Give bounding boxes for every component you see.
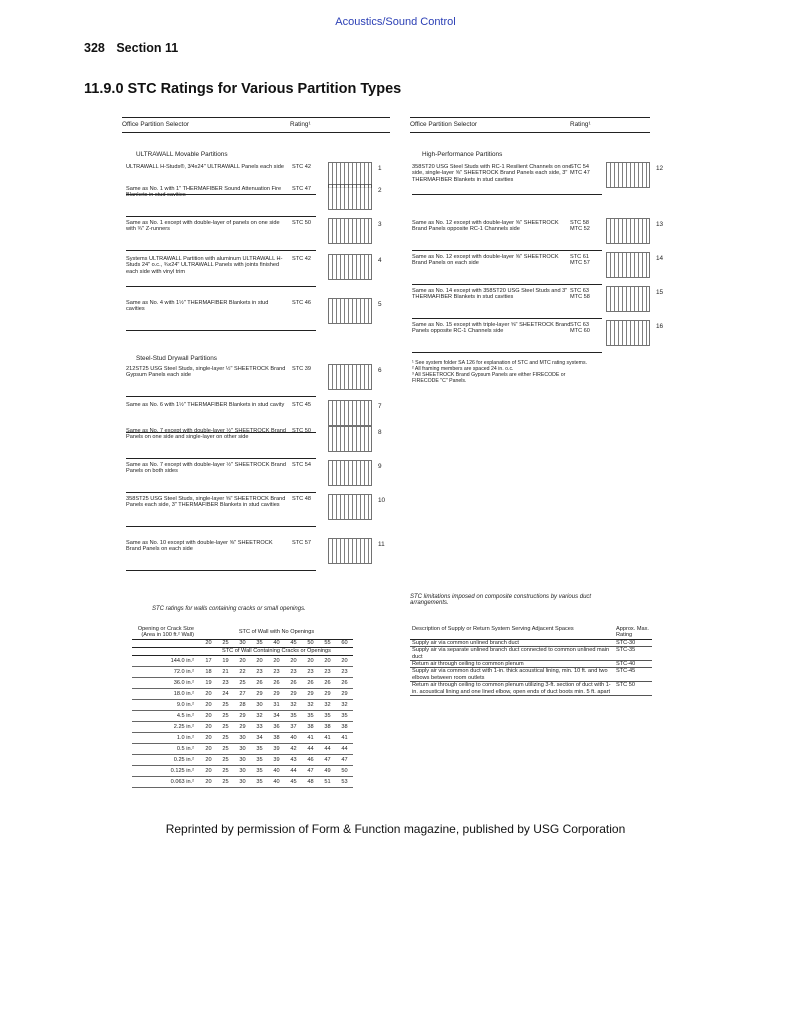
item-rule	[412, 194, 602, 195]
opening-size: 4.5 in.²	[132, 710, 200, 721]
stc-value: 23	[285, 666, 302, 677]
stc-value: 27	[234, 688, 251, 699]
stc-value: 47	[302, 765, 319, 776]
opening-size: 2.25 in.²	[132, 721, 200, 732]
stc-value: 35	[251, 765, 268, 776]
stc-value: 53	[336, 776, 353, 787]
partition-item: Same as No. 4 with 1½" THERMAFIBER Blankets in stud cavities	[126, 300, 269, 313]
stc-value: 19	[200, 677, 217, 688]
stc-value: 41	[302, 732, 319, 743]
stc-value: 35	[319, 710, 336, 721]
item-rule	[126, 216, 316, 217]
stc-column-header: 35	[251, 639, 268, 647]
partition-item: 212ST25 USG Steel Studs, single-layer ½" SHEETROCK Brand Gypsum Panels each side	[126, 366, 286, 379]
partition-rating: STC 54	[292, 462, 311, 468]
supply-table	[410, 626, 652, 696]
page-number: 328	[84, 41, 105, 55]
stc-value: 26	[268, 677, 285, 688]
opening-size: 1.0 in.²	[132, 732, 200, 743]
partition-item: Same as No. 1 with 1" THERMAFIBER Sound Attenuation Fire Blankets in stud cavities	[126, 186, 282, 199]
stc-column-header: 40	[268, 639, 285, 647]
table-row	[410, 661, 652, 668]
partition-drawing	[606, 252, 650, 278]
supply-rating: STC-45	[614, 668, 652, 682]
stc-value: 17	[200, 655, 217, 666]
stc-value: 47	[319, 754, 336, 765]
table-row	[132, 732, 353, 743]
footnote: ² All framing members are spaced 24 in. o.c.	[412, 366, 514, 372]
stc-column-header: 50	[302, 639, 319, 647]
partition-drawing	[606, 218, 650, 244]
opening-size: 0.25 in.²	[132, 754, 200, 765]
stc-value: 29	[336, 688, 353, 699]
partition-drawing	[328, 494, 372, 520]
reprint-credit: Reprinted by permission of Form & Function magazine, published by USG Corporation	[165, 822, 626, 836]
stc-value: 29	[234, 721, 251, 732]
opening-size: 9.0 in.²	[132, 699, 200, 710]
stc-value: 29	[302, 688, 319, 699]
cracks-head-blank	[132, 639, 200, 647]
cracks-head-opening: Opening or Crack Size (Area in 100 ft.² Wall)	[132, 626, 200, 639]
partition-rating: STC 50	[292, 428, 311, 434]
table-row	[132, 721, 353, 732]
partition-drawing	[328, 364, 372, 390]
partition-rating: STC 63 MTC 60	[570, 322, 590, 335]
partition-item: Same as No. 14 except with 358ST20 USG Steel Studs and 3" THERMAFIBER Blankets in stud cavities	[412, 288, 568, 301]
drawing-number: 15	[656, 289, 664, 296]
table-row	[132, 710, 353, 721]
stc-value: 38	[302, 721, 319, 732]
item-rule	[412, 250, 602, 251]
partition-item: Same as No. 10 except with double-layer ⅝" SHEETROCK Brand Panels on each side	[126, 540, 273, 553]
stc-value: 35	[285, 710, 302, 721]
partition-drawing	[328, 400, 372, 426]
stc-column-header: 30	[234, 639, 251, 647]
drawing-number: 14	[656, 255, 664, 262]
partition-rating: STC 42	[292, 164, 311, 170]
stc-value: 29	[285, 688, 302, 699]
stc-value: 33	[251, 721, 268, 732]
table-row	[132, 765, 353, 776]
page-header	[84, 41, 178, 55]
stc-value: 20	[200, 710, 217, 721]
partition-rating: STC 48	[292, 496, 311, 502]
item-rule	[126, 570, 316, 571]
partition-item: Same as No. 12 except with double-layer ⅝" SHEETROCK Brand Panels on each side	[412, 254, 559, 267]
partition-drawing	[328, 298, 372, 324]
section-label: Section 11	[116, 41, 179, 55]
partition-rating: STC 63 MTC 58	[570, 288, 590, 301]
selector-label-left: Office Partition Selector	[122, 121, 190, 128]
item-rule	[126, 330, 316, 331]
supply-rating: STC-40	[614, 661, 652, 668]
partition-item: Same as No. 1 except with double-layer of panels on one side with ¾" Z-runners	[126, 220, 280, 233]
drawing-number: 11	[378, 541, 385, 548]
supply-head-rating: Approx. Max. Rating	[614, 626, 652, 639]
stc-value: 31	[268, 699, 285, 710]
rating-label-right: Rating¹	[570, 121, 591, 128]
selector-label-right: Office Partition Selector	[410, 121, 478, 128]
stc-value: 34	[268, 710, 285, 721]
rating-label-left: Rating¹	[290, 121, 311, 128]
item-rule	[412, 318, 602, 319]
stc-value: 46	[302, 754, 319, 765]
stc-value: 44	[319, 743, 336, 754]
opening-size: 0.5 in.²	[132, 743, 200, 754]
stc-value: 40	[268, 765, 285, 776]
drawing-number: 8	[378, 429, 382, 436]
stc-value: 20	[200, 743, 217, 754]
stc-value: 35	[251, 776, 268, 787]
supply-rating: STC 50	[614, 682, 652, 696]
stc-value: 20	[200, 732, 217, 743]
drawing-number: 3	[378, 221, 382, 228]
drawing-number: 5	[378, 301, 382, 308]
cracks-subhead-row	[132, 647, 353, 655]
partition-item: Same as No. 12 except with double-layer ⅝" SHEETROCK Brand Panels opposite RC-1 Channels side	[412, 220, 559, 233]
stc-value: 18	[200, 666, 217, 677]
head-rule-left	[122, 132, 390, 133]
opening-size: 0.125 in.²	[132, 765, 200, 776]
stc-value: 25	[234, 677, 251, 688]
stc-value: 22	[234, 666, 251, 677]
opening-size: 18.0 in.²	[132, 688, 200, 699]
supply-description: Supply air via separate unlined branch duct connected to common unlined main duct	[410, 647, 614, 661]
stc-value: 30	[234, 754, 251, 765]
stc-value: 20	[200, 699, 217, 710]
supply-description: Return air through ceiling to common plenum	[410, 661, 614, 668]
opening-size: 0.063 in.²	[132, 776, 200, 787]
partition-rating: STC 45	[292, 402, 311, 408]
drawing-number: 6	[378, 367, 382, 374]
cracks-stc-row	[132, 639, 353, 647]
table-row	[132, 666, 353, 677]
running-header: Acoustics/Sound Control	[335, 16, 456, 28]
partition-item: Same as No. 7 except with double-layer ½" SHEETROCK Brand Panels on one side and single-layer on other side	[126, 428, 286, 441]
stc-value: 25	[217, 732, 234, 743]
partition-item: 358ST25 USG Steel Studs, single-layer ⅝" SHEETROCK Brand Panels each side, 3" THERMAFIBER Blankets in stud cavities	[126, 496, 286, 509]
stc-value: 20	[285, 655, 302, 666]
partition-rating: STC 57	[292, 540, 311, 546]
stc-value: 25	[217, 754, 234, 765]
stc-value: 24	[217, 688, 234, 699]
stc-value: 20	[319, 655, 336, 666]
stc-value: 23	[251, 666, 268, 677]
table-row	[132, 655, 353, 666]
stc-value: 30	[234, 743, 251, 754]
stc-value: 40	[268, 776, 285, 787]
stc-column-header: 60	[336, 639, 353, 647]
partition-drawing	[328, 184, 372, 210]
item-rule	[126, 492, 316, 493]
stc-value: 26	[319, 677, 336, 688]
scanned-figure	[122, 116, 664, 806]
group-steel-stud: Steel-Stud Drywall Partitions	[136, 355, 217, 362]
stc-value: 29	[251, 688, 268, 699]
stc-value: 23	[302, 666, 319, 677]
drawing-number: 10	[378, 497, 386, 504]
stc-value: 51	[319, 776, 336, 787]
stc-value: 20	[234, 655, 251, 666]
supply-description: Supply air via common unlined branch duct	[410, 639, 614, 646]
stc-value: 26	[251, 677, 268, 688]
table-row	[132, 776, 353, 787]
stc-value: 32	[319, 699, 336, 710]
stc-value: 44	[336, 743, 353, 754]
stc-value: 19	[217, 655, 234, 666]
table-row	[410, 647, 652, 661]
table-row	[132, 754, 353, 765]
item-rule	[126, 526, 316, 527]
partition-item: Systems ULTRAWALL Partition with aluminum ULTRAWALL H-Studs 24" o.c., ¾x24" ULTRAWALL Panels with joints finished each side with vinyl trim	[126, 256, 283, 275]
partition-rating: STC 50	[292, 220, 311, 226]
stc-value: 20	[200, 721, 217, 732]
stc-value: 45	[285, 776, 302, 787]
partition-rating: STC 42	[292, 256, 311, 262]
table-row	[132, 743, 353, 754]
table-row	[410, 668, 652, 682]
partition-item: Same as No. 6 with 1½" THERMAFIBER Blankets in stud cavity	[126, 402, 285, 408]
item-rule	[412, 352, 602, 353]
partition-rating: STC 46	[292, 300, 311, 306]
partition-item: Same as No. 15 except with triple-layer ⅝" SHEETROCK Brand Panels opposite RC-1 Channels side	[412, 322, 571, 335]
cracks-header-row	[132, 626, 353, 639]
stc-value: 35	[336, 710, 353, 721]
stc-value: 26	[285, 677, 302, 688]
stc-value: 20	[200, 776, 217, 787]
partition-item: ULTRAWALL H-Studs®, 3⁄4x24" ULTRAWALL Panels each side	[126, 164, 284, 170]
head-rule-right	[410, 132, 650, 133]
stc-value: 30	[234, 732, 251, 743]
stc-value: 23	[319, 666, 336, 677]
partition-rating: STC 58 MTC 52	[570, 220, 590, 233]
stc-value: 20	[200, 765, 217, 776]
item-rule	[126, 458, 316, 459]
stc-value: 20	[268, 655, 285, 666]
table-row	[410, 639, 652, 646]
opening-size: 72.0 in.²	[132, 666, 200, 677]
stc-value: 49	[319, 765, 336, 776]
stc-value: 38	[268, 732, 285, 743]
footnotes	[412, 360, 587, 384]
drawing-number: 16	[656, 323, 664, 330]
stc-value: 30	[234, 765, 251, 776]
table-row	[132, 699, 353, 710]
stc-value: 39	[268, 754, 285, 765]
stc-value: 32	[302, 699, 319, 710]
group-ultrawall: ULTRAWALL Movable Partitions	[136, 151, 228, 158]
stc-value: 35	[302, 710, 319, 721]
table-row	[410, 682, 652, 696]
opening-size: 144.0 in.²	[132, 655, 200, 666]
item-rule	[126, 250, 316, 251]
stc-value: 35	[251, 743, 268, 754]
stc-value: 32	[336, 699, 353, 710]
partition-drawing	[328, 538, 372, 564]
partition-drawing	[328, 460, 372, 486]
stc-value: 37	[285, 721, 302, 732]
drawing-number: 7	[378, 403, 382, 410]
stc-value: 30	[251, 699, 268, 710]
supply-description: Supply air via common duct with 1-in. thick acoustical lining, min. 10 ft. and two elbows between room outlets	[410, 668, 614, 682]
stc-value: 25	[217, 710, 234, 721]
drawing-number: 13	[656, 221, 664, 228]
stc-column-header: 45	[285, 639, 302, 647]
drawing-number: 12	[656, 165, 664, 172]
stc-value: 26	[302, 677, 319, 688]
stc-value: 20	[200, 754, 217, 765]
drawing-number: 9	[378, 463, 382, 470]
partition-rating: STC 39	[292, 366, 311, 372]
item-rule	[126, 286, 316, 287]
stc-value: 50	[336, 765, 353, 776]
partition-rating: STC 54 MTC 47	[570, 164, 590, 177]
supply-caption: STC limitations imposed on composite constructions by various duct arrangements.	[410, 594, 592, 607]
drawing-number: 2	[378, 187, 382, 194]
stc-value: 29	[234, 710, 251, 721]
partition-drawing	[328, 426, 372, 452]
stc-value: 40	[285, 732, 302, 743]
stc-value: 34	[251, 732, 268, 743]
stc-value: 44	[302, 743, 319, 754]
stc-value: 25	[217, 699, 234, 710]
footnote: ¹ See system folder SA 126 for explanation of STC and MTC rating systems.	[412, 360, 588, 366]
stc-value: 29	[268, 688, 285, 699]
stc-value: 20	[302, 655, 319, 666]
top-rule-left	[122, 117, 390, 118]
stc-value: 20	[251, 655, 268, 666]
stc-column-header: 20	[200, 639, 217, 647]
stc-column-header: 25	[217, 639, 234, 647]
stc-value: 32	[251, 710, 268, 721]
opening-size: 36.0 in.²	[132, 677, 200, 688]
cracks-head-stc: STC of Wall with No Openings	[200, 626, 353, 639]
section-title: 11.9.0 STC Ratings for Various Partition Types	[84, 81, 402, 97]
stc-value: 30	[234, 776, 251, 787]
drawing-number: 4	[378, 257, 382, 264]
stc-value: 41	[336, 732, 353, 743]
stc-value: 38	[336, 721, 353, 732]
partition-drawing	[606, 162, 650, 188]
supply-head-desc: Description of Supply or Return System Serving Adjacent Spaces	[410, 626, 614, 639]
cracks-table	[132, 626, 353, 788]
cracks-caption: STC ratings for walls containing cracks or small openings.	[152, 606, 306, 612]
stc-value: 26	[336, 677, 353, 688]
footnote: ³ All SHEETROCK Brand Gypsum Panels are either FIRECODE or FIRECODE "C" Panels.	[412, 372, 566, 384]
stc-value: 23	[268, 666, 285, 677]
stc-value: 25	[217, 743, 234, 754]
stc-value: 20	[200, 688, 217, 699]
stc-value: 39	[268, 743, 285, 754]
stc-value: 44	[285, 765, 302, 776]
stc-value: 23	[217, 677, 234, 688]
stc-column-header: 55	[319, 639, 336, 647]
supply-rating: STC-30	[614, 639, 652, 646]
stc-value: 36	[268, 721, 285, 732]
partition-drawing	[606, 320, 650, 346]
stc-value: 38	[319, 721, 336, 732]
item-rule	[126, 396, 316, 397]
stc-value: 29	[319, 688, 336, 699]
stc-value: 25	[217, 721, 234, 732]
partition-item: 358ST20 USG Steel Studs with RC-1 Resilient Channels on one side, single-layer ⅝" SHEETROCK Brand Panels each side, 3" THERMAFIBER Blankets in stud cavities	[412, 164, 572, 183]
group-high-performance: High-Performance Partitions	[422, 151, 503, 158]
cracks-head-blank	[132, 647, 200, 655]
partition-rating: STC 47	[292, 186, 311, 192]
partition-item: Same as No. 7 except with double-layer ½" SHEETROCK Brand Panels on both sides	[126, 462, 286, 475]
partition-drawing	[328, 254, 372, 280]
stc-value: 25	[217, 765, 234, 776]
supply-description: Return air through ceiling to common plenum utilizing 3-ft. section of duct with 1-in. acoustical lining and one lined elbow, open ends of duct boots min. 5 ft. apart	[410, 682, 614, 696]
stc-value: 20	[336, 655, 353, 666]
supply-rating: STC-35	[614, 647, 652, 661]
cracks-head-containing: STC of Wall Containing Cracks or Openings	[200, 647, 353, 655]
stc-value: 28	[234, 699, 251, 710]
stc-value: 43	[285, 754, 302, 765]
stc-value: 47	[336, 754, 353, 765]
stc-value: 23	[336, 666, 353, 677]
table-row	[132, 688, 353, 699]
top-rule-right	[410, 117, 650, 118]
stc-value: 25	[217, 776, 234, 787]
stc-value: 48	[302, 776, 319, 787]
table-row	[132, 677, 353, 688]
stc-value: 42	[285, 743, 302, 754]
stc-value: 21	[217, 666, 234, 677]
partition-drawing	[606, 286, 650, 312]
stc-value: 41	[319, 732, 336, 743]
stc-value: 32	[285, 699, 302, 710]
partition-rating: STC 61 MTC 57	[570, 254, 590, 267]
supply-header-row	[410, 626, 652, 639]
partition-drawing	[328, 218, 372, 244]
stc-value: 35	[251, 754, 268, 765]
drawing-number: 1	[378, 165, 382, 172]
item-rule	[412, 284, 602, 285]
